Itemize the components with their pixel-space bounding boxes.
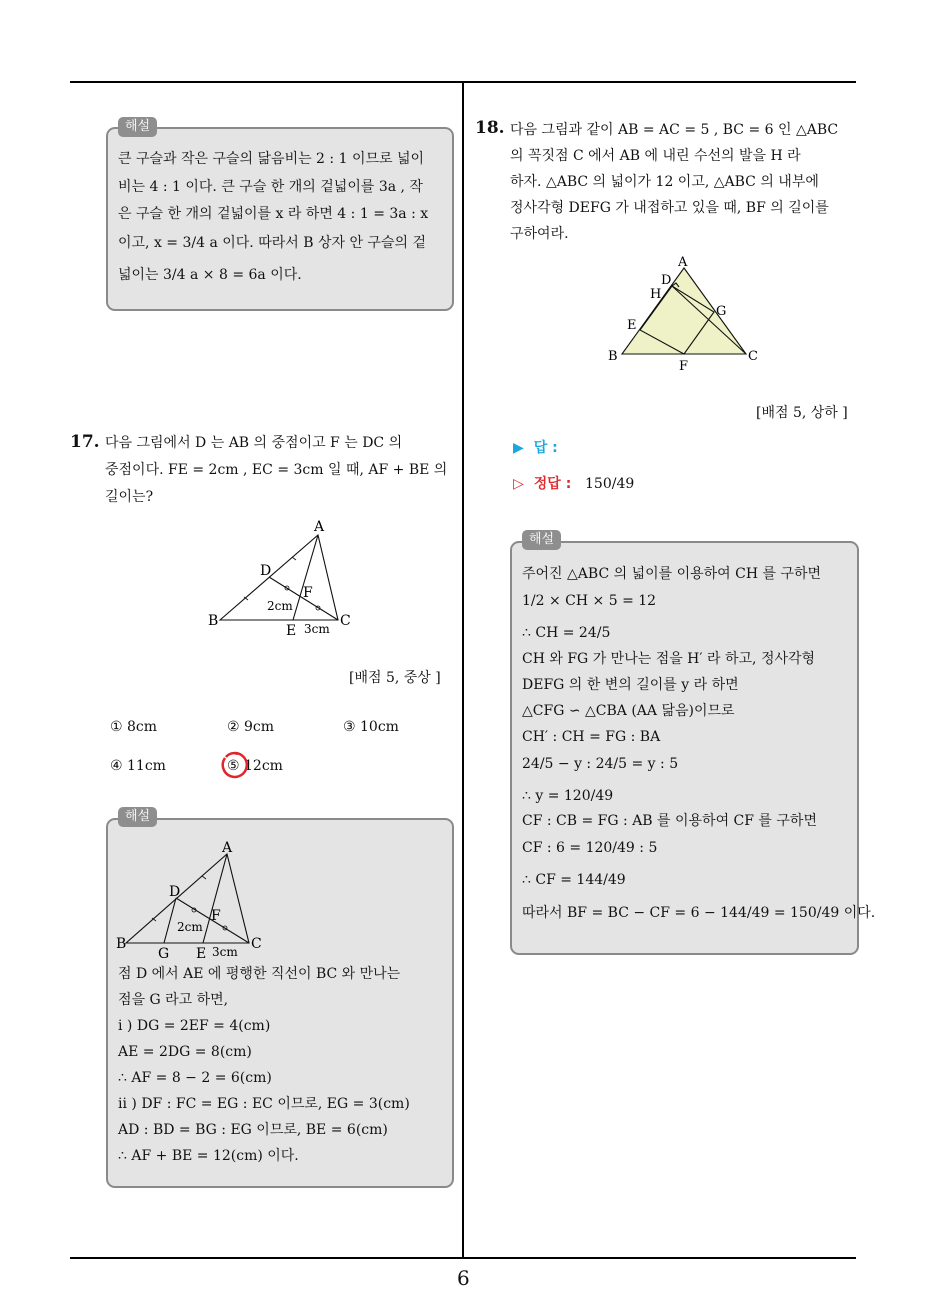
label-E: E: [196, 946, 207, 962]
column-divider: [462, 83, 464, 1259]
solution-line: 따라서 BF = BC − CF = 6 − 144/49 = 150/49 이다.: [522, 905, 876, 921]
length-ec: 3cm: [212, 945, 238, 959]
solution-line: 이고, x = 3/4 a 이다. 따라서 B 상자 안 구슬의 겉: [118, 235, 426, 251]
solution-line: 비는 4 : 1 이다. 큰 구슬 한 개의 겉넓이를 3a , 작: [118, 179, 423, 195]
correct-label: 정답 :: [533, 476, 572, 492]
q18-figure: [600, 252, 770, 377]
correct-answer-row: [513, 473, 571, 493]
solution-line: ii ) DF : FC = EG : EC 이므로, EG = 3(cm): [118, 1096, 410, 1112]
label-F: F: [679, 359, 689, 374]
solution-line: 넓이는 3/4 a × 8 = 6a 이다.: [118, 267, 302, 283]
score-meta: [배점 5, 중상 ]: [349, 670, 441, 686]
q17-figure: [200, 515, 370, 640]
solution-line: CF : CB = FG : AB 를 이용하여 CF 를 구하면: [522, 813, 817, 829]
solution-tag: 해설: [522, 530, 561, 550]
label-C: C: [251, 936, 262, 952]
label-C: C: [748, 349, 758, 364]
question-number: 17.: [70, 432, 100, 452]
solution-line: ∴ CH = 24/5: [522, 625, 611, 641]
solution-line: 24/5 − y : 24/5 = y : 5: [522, 756, 679, 772]
solution-line: △CFG ∽ △CBA (AA 닮음)이므로: [522, 703, 735, 719]
label-A: A: [222, 840, 233, 856]
label-C: C: [340, 613, 351, 629]
choice-1[interactable]: ① 8cm: [110, 719, 158, 735]
solution-line: i ) DG = 2EF = 4(cm): [118, 1018, 271, 1034]
solution-line: DEFG 의 한 변의 길이를 y 라 하면: [522, 677, 739, 693]
answer-row: [513, 437, 558, 457]
question-text: 중점이다. FE = 2cm , EC = 3cm 일 때, AF + BE 의: [105, 462, 448, 478]
question-text: 하자. △ABC 의 넓이가 12 이고, △ABC 의 내부에: [510, 174, 819, 190]
question-text: 구하여라.: [510, 226, 569, 242]
label-D: D: [169, 884, 181, 900]
question-text: 의 꼭짓점 C 에서 AB 에 내린 수선의 발을 H 라: [510, 148, 801, 164]
question-text: 정사각형 DEFG 가 내접하고 있을 때, BF 의 길이를: [510, 200, 829, 216]
length-fe: 2cm: [177, 920, 203, 934]
solution-tag: 해설: [118, 807, 157, 827]
label-D: D: [260, 563, 272, 579]
solution-line: ∴ AF + BE = 12(cm) 이다.: [118, 1148, 299, 1164]
choice-5[interactable]: ⑤ 12cm: [227, 758, 283, 774]
label-A: A: [678, 255, 688, 270]
solution-line: 은 구슬 한 개의 겉넓이를 x 라 하면 4 : 1 = 3a : x: [118, 206, 429, 222]
solution-tag: 해설: [118, 117, 157, 137]
choice-4[interactable]: ④ 11cm: [110, 758, 166, 774]
score-meta: [배점 5, 상하 ]: [756, 405, 848, 421]
length-fe: 2cm: [267, 599, 293, 613]
question-text: 길이는?: [105, 489, 154, 505]
label-G: G: [158, 946, 170, 962]
answer-label: 답 :: [533, 440, 558, 456]
solution-line: 큰 구슬과 작은 구슬의 닮음비는 2 : 1 이므로 넓이: [118, 151, 425, 167]
solution-line: CH 와 FG 가 만나는 점을 H′ 라 하고, 정사각형: [522, 651, 816, 667]
solution-line: CF : 6 = 120/49 : 5: [522, 840, 658, 856]
choice-3[interactable]: ③ 10cm: [343, 719, 399, 735]
solution-line: 주어진 △ABC 의 넓이를 이용하여 CH 를 구하면: [522, 566, 822, 582]
label-B: B: [608, 349, 618, 364]
label-H: H: [650, 287, 662, 302]
solution-line: CH′ : CH = FG : BA: [522, 729, 661, 745]
bottom-rule: [70, 1257, 856, 1259]
label-G: G: [716, 304, 727, 319]
question-text: 다음 그림에서 D 는 AB 의 중점이고 F 는 DC 의: [105, 435, 403, 451]
q17-solution-figure: [112, 838, 272, 968]
solution-line: ∴ AF = 8 − 2 = 6(cm): [118, 1070, 272, 1086]
selected-choice-mark: [218, 749, 250, 781]
length-ec: 3cm: [304, 622, 330, 636]
page-number: 6: [457, 1266, 470, 1290]
solution-line: 점을 G 라고 하면,: [118, 992, 229, 1008]
question-text: 다음 그림과 같이 AB = AC = 5 , BC = 6 인 △ABC: [510, 122, 839, 138]
solution-line: AD : BD = BG : EG 이므로, BE = 6(cm): [118, 1122, 388, 1138]
solution-line: AE = 2DG = 8(cm): [118, 1044, 252, 1060]
solution-line: ∴ CF = 144/49: [522, 872, 626, 888]
label-A: A: [314, 519, 325, 535]
solution-line: 1/2 × CH × 5 = 12: [522, 593, 657, 609]
question-number: 18.: [475, 118, 505, 138]
label-F: F: [211, 908, 221, 924]
label-F: F: [303, 585, 313, 601]
choice-2[interactable]: ② 9cm: [227, 719, 275, 735]
label-B: B: [208, 613, 219, 629]
correct-answer-value: 150/49: [585, 476, 635, 492]
solution-line: 점 D 에서 AE 에 평행한 직선이 BC 와 만나는: [118, 966, 401, 982]
label-E: E: [627, 318, 637, 333]
outline-arrow-icon: ▷: [513, 476, 524, 492]
label-D: D: [661, 273, 672, 288]
solution-line: ∴ y = 120/49: [522, 788, 614, 804]
play-arrow-icon: ▶: [513, 440, 524, 456]
label-E: E: [286, 623, 297, 639]
label-B: B: [116, 936, 127, 952]
